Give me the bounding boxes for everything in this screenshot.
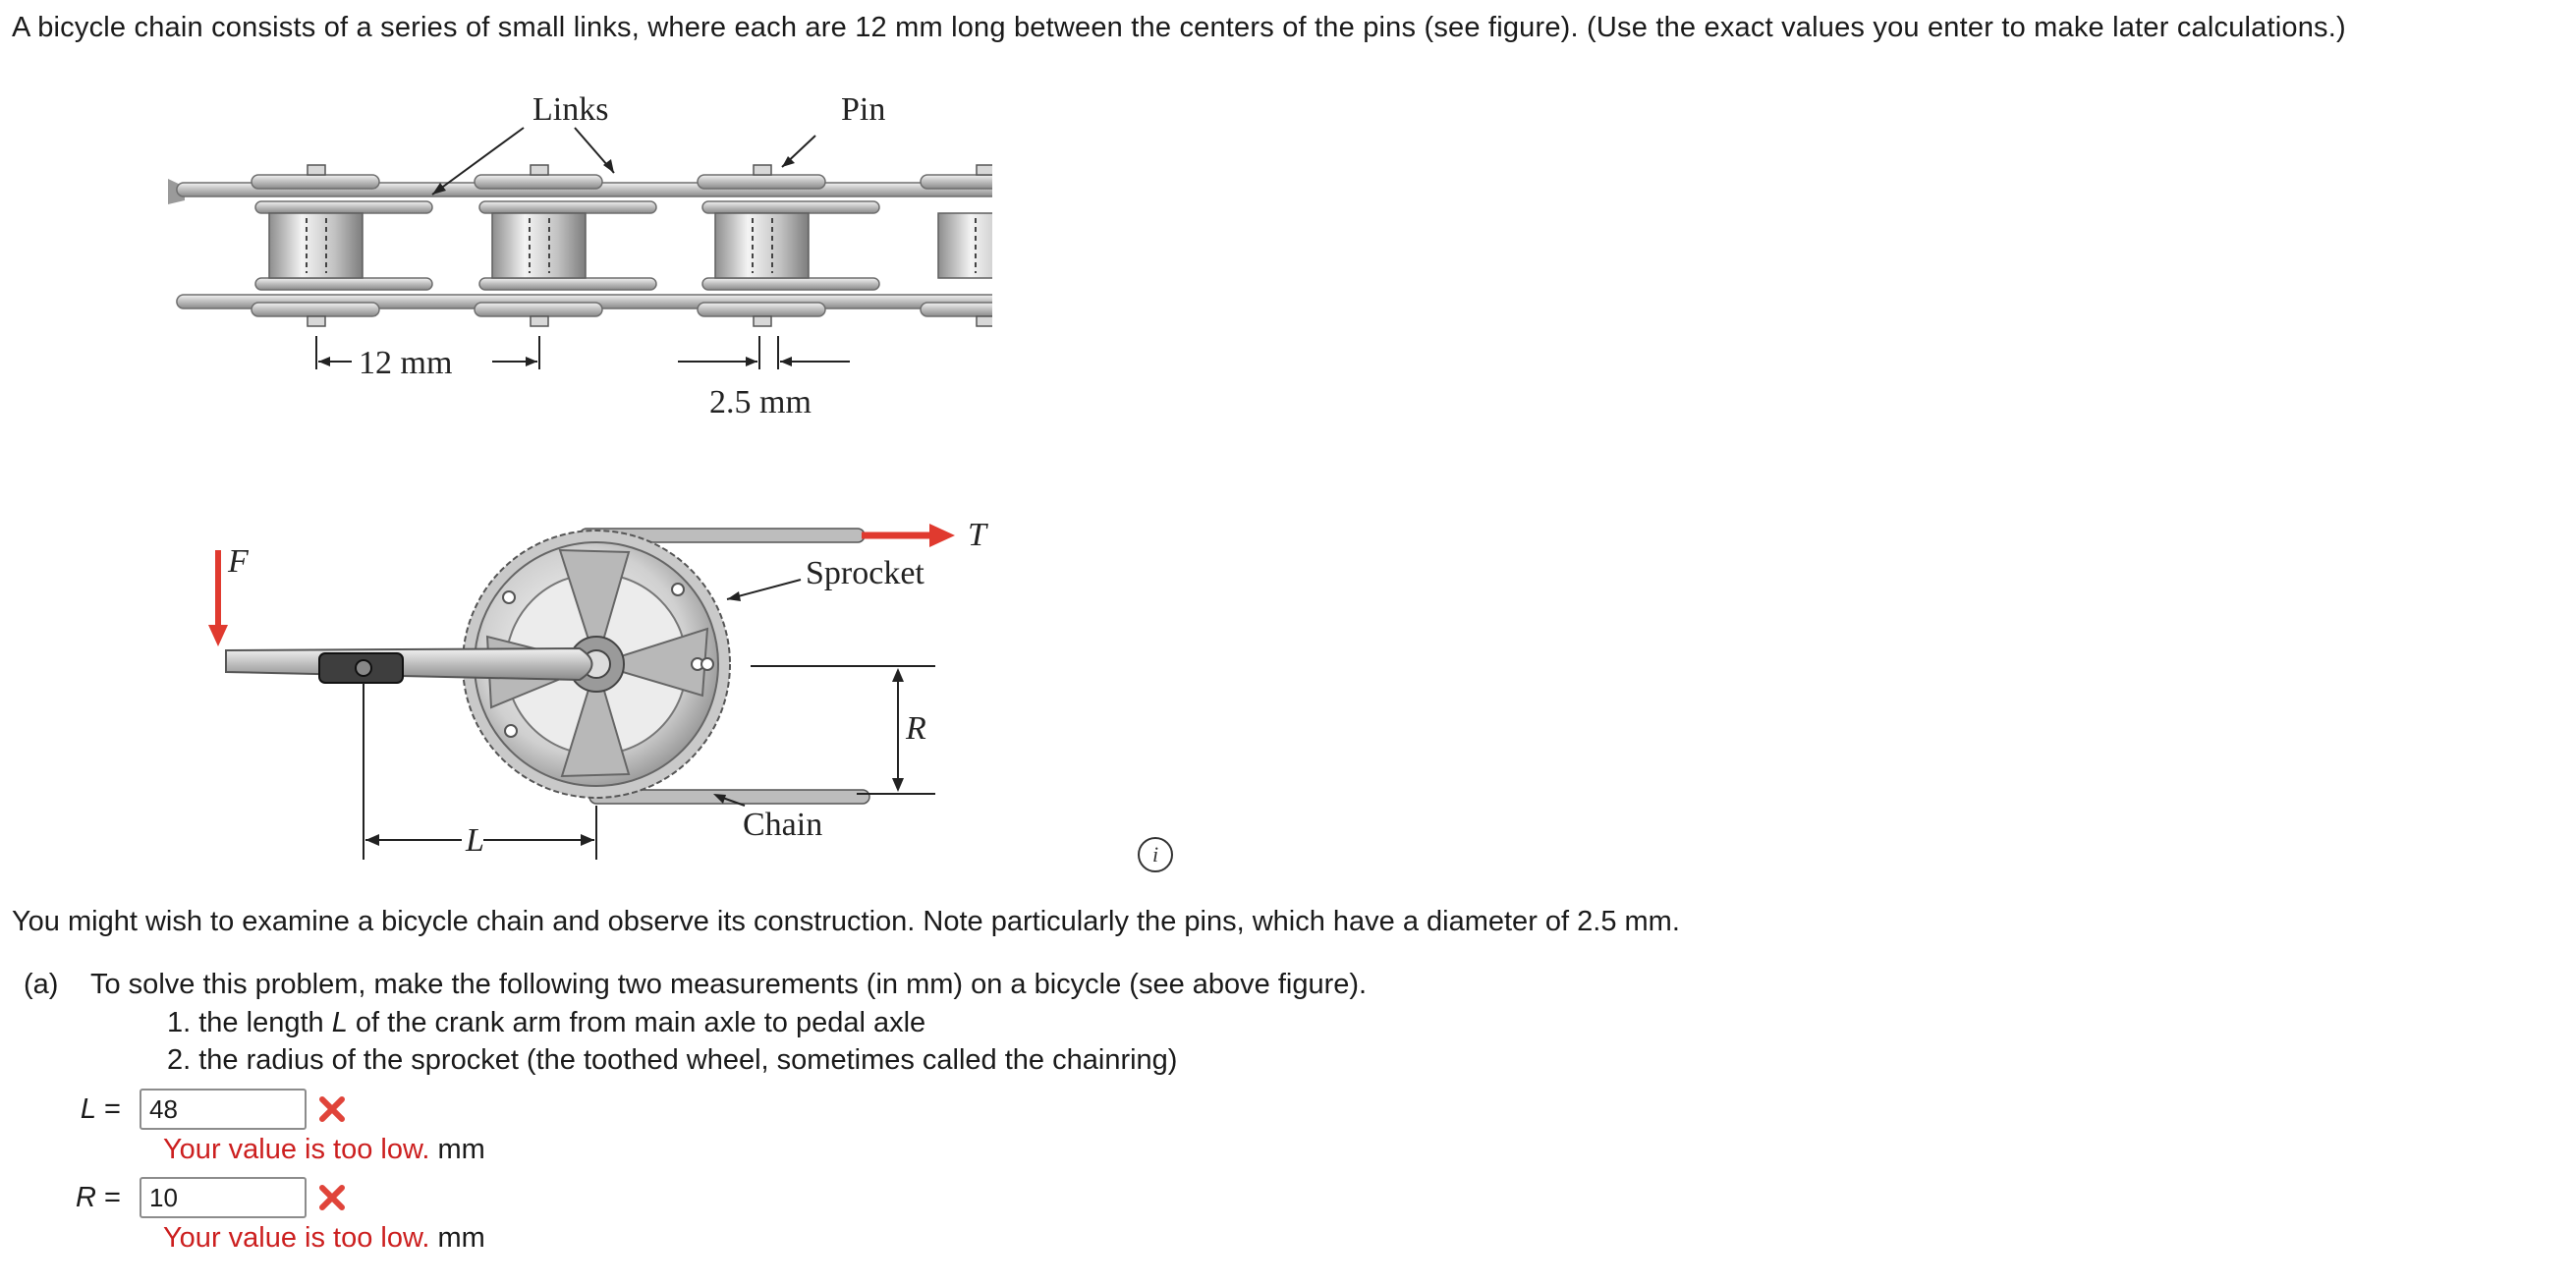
label-sprocket: Sprocket — [806, 555, 924, 591]
answer-var-R: R — [76, 1181, 96, 1213]
incorrect-icon — [316, 1093, 348, 1125]
label-pin-diameter: 2.5 mm — [709, 384, 812, 420]
equals-sign: = — [104, 1092, 121, 1125]
unit-R: mm — [437, 1222, 485, 1254]
label-pin: Pin — [841, 91, 886, 128]
label-links: Links — [532, 91, 609, 128]
label-force: F — [228, 543, 249, 580]
feedback-L-text: Your value is too low. — [163, 1134, 430, 1165]
feedback-R — [163, 1222, 485, 1255]
answer-row-R — [39, 1177, 348, 1218]
bicycle-chain-figure — [167, 79, 992, 865]
problem-note: You might wish to examine a bicycle chain and observe its construction. Note particularly the pins, which have a diameter of 2.5 mm. — [12, 906, 1680, 937]
label-radius: R — [906, 710, 926, 747]
crankset-diagram — [208, 517, 988, 860]
feedback-R-text: Your value is too low. — [163, 1222, 430, 1254]
answer-var-L: L — [80, 1092, 96, 1125]
label-tension: T — [968, 517, 986, 553]
list-item: 2. the radius of the sprocket (the toothed wheel, sometimes called the chainring) — [167, 1044, 1178, 1076]
part-a-text: To solve this problem, make the following two measurements (in mm) on a bicycle (see above figure). — [90, 969, 1368, 1000]
info-icon[interactable]: i — [1138, 837, 1173, 872]
part-a-label: (a) — [24, 969, 59, 1000]
label-link-length: 12 mm — [359, 345, 453, 381]
unit-L: mm — [437, 1134, 485, 1165]
measurement-list — [167, 1004, 1177, 1079]
chain-diagram — [168, 91, 992, 420]
answer-input-L[interactable] — [140, 1089, 307, 1130]
answer-row-L — [39, 1089, 348, 1130]
problem-intro: A bicycle chain consists of a series of small links, where each are 12 mm long between the centers of the pins (see figure). (Use the exact values you enter to make later calculations.) — [12, 12, 2346, 43]
incorrect-icon — [316, 1182, 348, 1213]
answer-input-R[interactable] — [140, 1177, 307, 1218]
list-item: 1. the length L of the crank arm from main axle to pedal axle — [167, 1007, 926, 1038]
label-chain: Chain — [743, 807, 823, 843]
equals-sign: = — [104, 1181, 121, 1213]
label-crank-length: L — [466, 822, 484, 859]
feedback-L — [163, 1134, 485, 1166]
part-a-instruction — [24, 969, 1367, 1001]
